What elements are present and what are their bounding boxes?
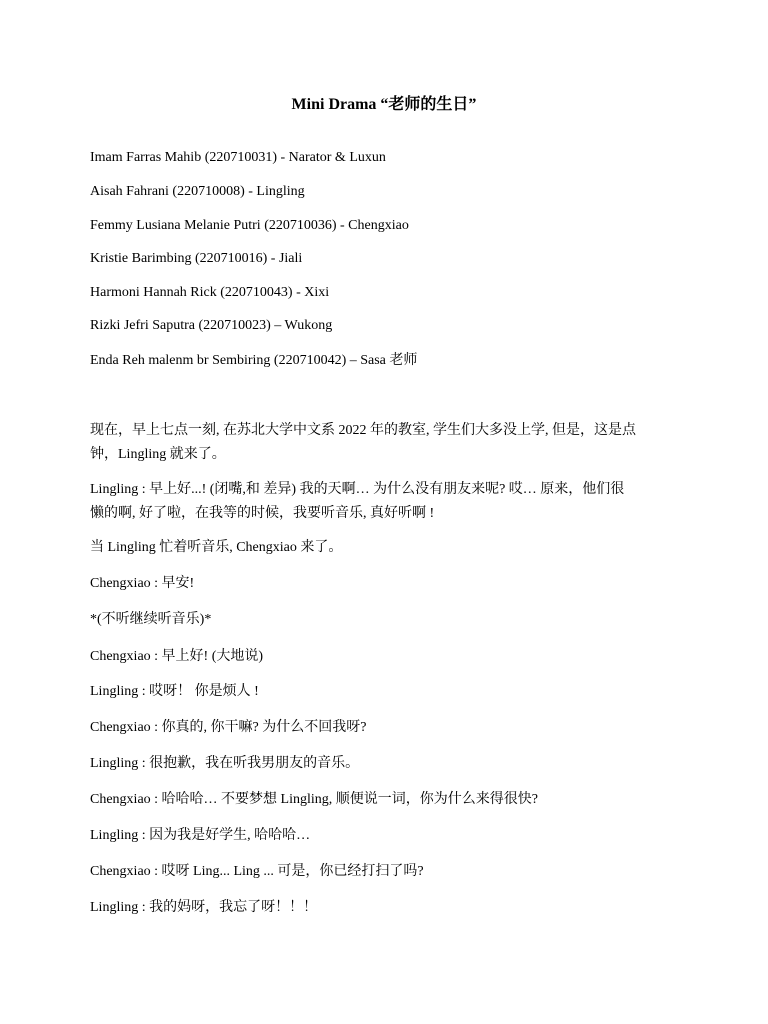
dialogue-line: Chengxiao : 早安! [90,576,195,591]
dialogue-line: Lingling : 哎呀！ 你是烦人 ! [90,684,259,699]
dialogue-lingling-first [90,478,688,526]
cast-member-narator: Imam Farras Mahib (220710031) - Narator & Luxun [90,150,386,165]
dialogue-line: Chengxiao : 早上好! (大地说) [90,649,264,664]
cast-member-lingling: Aisah Fahrani (220710008) - Lingling [90,184,305,199]
dialogue-line: Lingling : 早上好...! (闭嘴,和 差异) 我的天啊… 为什么没有朋友来呢? 哎… 原来，他们很 [90,482,625,497]
dialogue-line: Lingling : 很抱歉，我在听我男朋友的音乐。 [90,756,360,771]
dialogue-line: 懒的啊, 好了啦，在我等的时候，我要听音乐, 真好听啊 ! [90,506,435,521]
cast-member-chengxiao: Femmy Lusiana Melanie Putri (220710036) - Chengxiao [90,218,409,233]
narration-line: 当 Lingling 忙着听音乐, Chengxiao 来了。 [90,540,343,555]
stage-direction: *(不听继续听音乐)* [90,612,212,627]
document-title: Mini Drama “老师的生日” [291,96,477,113]
cast-member-xixi: Harmoni Hannah Rick (220710043) - Xixi [90,285,330,300]
cast-member-wukong: Rizki Jefri Saputra (220710023) – Wukong [90,318,333,333]
cast-member-sasa: Enda Reh malenm br Sembiring (220710042) – Sasa 老师 [90,353,418,368]
intro-line: 现在，早上七点一刻, 在苏北大学中文系 2022 年的教室, 学生们大多没上学, 但是，这是点 [90,423,636,438]
intro-line: 钟，Lingling 就来了。 [90,447,226,462]
dialogue-line: Lingling : 因为我是好学生, 哈哈哈… [90,828,311,843]
dialogue-line: Chengxiao : 哈哈哈… 不要梦想 Lingling, 顺便说一词，你为什么来得很快? [90,792,538,807]
dialogue-line: Chengxiao : 你真的, 你干嘛? 为什么不回我呀? [90,720,367,735]
cast-member-jiali: Kristie Barimbing (220710016) - Jiali [90,251,303,266]
dialogue-line: Lingling : 我的妈呀，我忘了呀！！！ [90,900,318,915]
dialogue-line: Chengxiao : 哎呀 Ling... Ling ... 可是，你已经打扫了吗? [90,864,424,879]
intro-paragraph [90,419,688,467]
